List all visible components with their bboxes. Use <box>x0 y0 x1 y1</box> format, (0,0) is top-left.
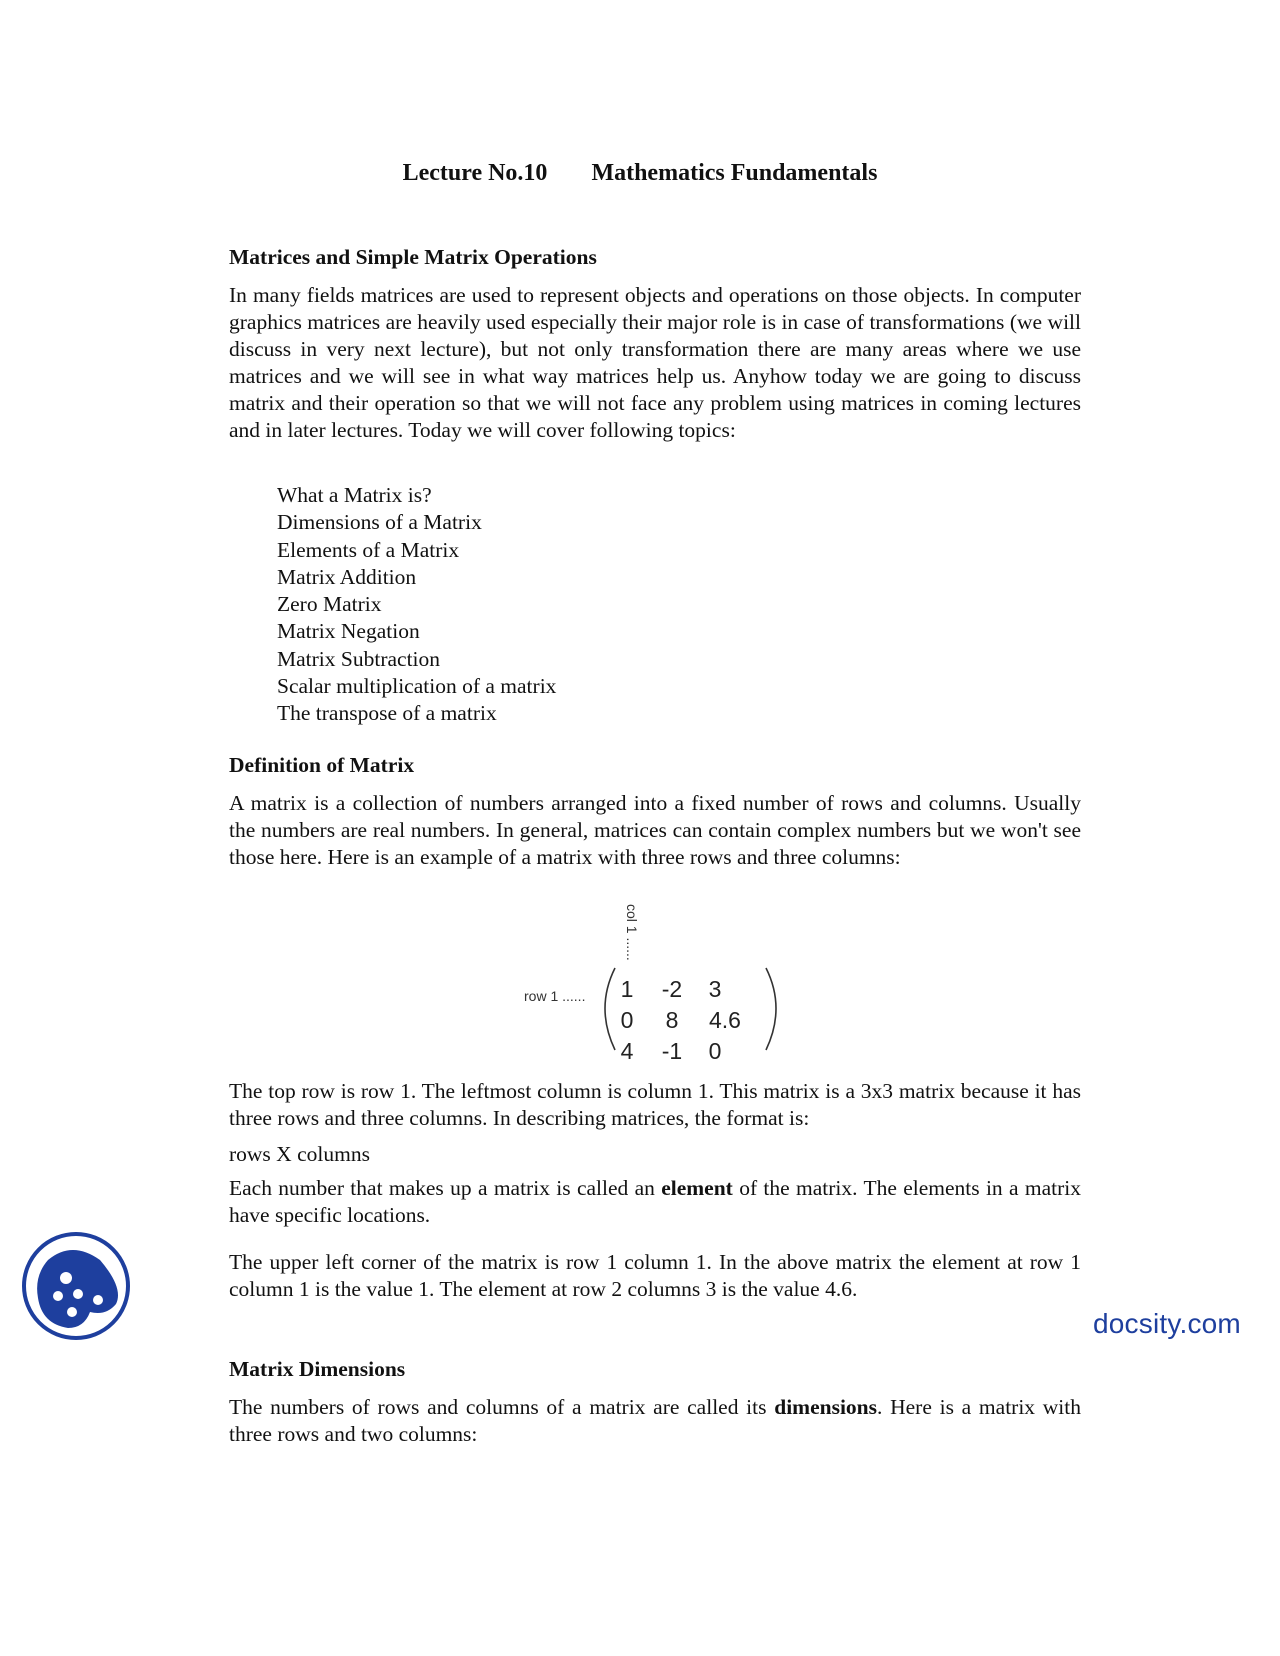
rows-columns-paragraph: The top row is row 1. The leftmost column is column 1. This matrix is a 3x3 matrix because it has three rows and three columns. In describing matrices, the format is: <box>229 1079 1081 1130</box>
lecture-subject: Mathematics Fundamentals <box>591 160 878 186</box>
col-label: col 1 ...... <box>624 904 640 961</box>
dimensions-para-text: . Here is a matrix with three rows and two columns: <box>229 1395 1081 1446</box>
section-heading-dimensions: Matrix Dimensions <box>229 1357 406 1381</box>
topic-item: Elements of a Matrix <box>277 537 460 562</box>
matrix-cell: 4 <box>620 1038 634 1064</box>
matrix-cell: 4.6 <box>709 1007 741 1033</box>
intro-paragraph: In many fields matrices are used to represent objects and operations on those objects. In computer graphics matrices are heavily used especially their major role is in case of transformations (we will discuss in very next lecture), but not only transformation there are many areas where we use matrices and we will see in what way matrices help us. Anyhow today we are going to discuss matrix and their operation so that we will not face any problem using matrices in coming lectures and in later lectures. Today we will cover following topics: <box>229 283 1081 442</box>
section-heading-matrices: Matrices and Simple Matrix Operations <box>229 245 597 269</box>
location-paragraph: The upper left corner of the matrix is row 1 column 1. In the above matrix the element at row 1 column 1 is the value 1. The element at row 2 columns 3 is the value 4.6. <box>229 1250 1081 1301</box>
topic-item: Matrix Addition <box>277 564 417 589</box>
dimensions-paragraph <box>229 1394 1081 1448</box>
definition-paragraph: A matrix is a collection of numbers arranged into a fixed number of rows and columns. Usually the numbers are real numbers. In general, matrices can contain complex numbers but we won't see those here. Here is an example of a matrix with three rows and three columns: <box>229 791 1081 869</box>
matrix-cell: 1 <box>620 976 634 1002</box>
format-line: rows X columns <box>229 1142 370 1166</box>
row-label: row 1 ...... <box>524 988 586 1004</box>
topic-item: Matrix Negation <box>277 619 420 644</box>
matrix-cell: 8 <box>665 1007 679 1033</box>
section-heading-definition: Definition of Matrix <box>229 753 415 777</box>
topic-item: Scalar multiplication of a matrix <box>277 674 557 699</box>
topic-item: Zero Matrix <box>277 592 382 617</box>
topic-list <box>277 482 556 728</box>
docsity-brand-link[interactable]: docsity.com <box>1093 1308 1241 1339</box>
topic-item: Matrix Subtraction <box>277 646 441 671</box>
matrix-cell: -1 <box>661 1038 683 1064</box>
docsity-logo-icon[interactable] <box>20 1230 132 1342</box>
matrix-figure <box>520 898 800 1068</box>
topic-item: The transpose of a matrix <box>277 701 497 726</box>
topic-item: Dimensions of a Matrix <box>277 510 482 535</box>
matrix-cell: 0 <box>708 1038 722 1064</box>
matrix-cell: 0 <box>620 1007 634 1033</box>
lecture-number: Lecture No.10 <box>402 160 548 186</box>
element-para-text: Each number that makes up a matrix is called an <box>229 1176 662 1200</box>
element-paragraph <box>229 1175 1081 1229</box>
page-title <box>0 160 1280 187</box>
element-para-text: of the matrix. The elements in a matrix have specific locations. <box>229 1176 1081 1227</box>
topic-item: What a Matrix is? <box>277 483 432 507</box>
element-term: element <box>661 1176 733 1200</box>
dimensions-term: dimensions <box>774 1395 877 1419</box>
right-paren <box>766 968 776 1050</box>
matrix-cell: 3 <box>708 976 722 1002</box>
matrix-cell: -2 <box>661 976 683 1002</box>
dimensions-para-text: The numbers of rows and columns of a matrix are called its <box>229 1395 775 1419</box>
